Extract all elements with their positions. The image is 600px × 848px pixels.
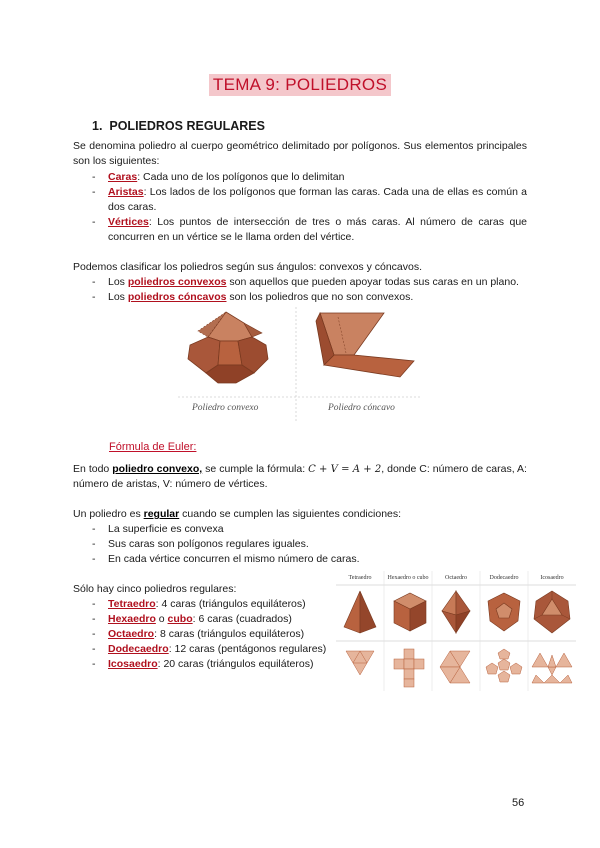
page-title: TEMA 9: POLIEDROS [209, 74, 391, 96]
list-item-aristas: - Aristas: Los lados de los polígonos que forman las caras. Cada una de ellas es común a dos caras. [92, 186, 527, 213]
term-concavos: poliedros cóncavos [127, 291, 227, 303]
section-heading: 1. POLIEDROS REGULARES [92, 119, 265, 133]
list-item-caras: - Caras: Cada uno de los polígonos que lo delimitan [92, 171, 345, 183]
convex-polyhedron-icon [188, 312, 268, 383]
tetrahedron-icon [344, 591, 376, 633]
list-item-vertices: - Vértices: Los puntos de intersección de tres o más caras. Al número de caras que concurren en un vértice se le llama orden del vértice. [92, 216, 527, 243]
euler-formula: C + V = A + 2 [308, 464, 382, 475]
cube-icon [394, 593, 426, 631]
table-header: Hexaedro o cubo [387, 575, 429, 581]
solid-item-icosaedro: - Icosaedro: 20 caras (triángulos equiláteros) [92, 658, 314, 670]
euler-label: Fórmula de Euler: [109, 441, 197, 453]
term-aristas: Aristas [108, 186, 144, 198]
regular-solids-table [336, 571, 576, 691]
euler-paragraph: En todo poliedro convexo, se cumple la fórmula: C + V = A + 2, donde C: número de caras, A: número de aristas, V: número de vértices. [73, 463, 527, 490]
caption-convex: Poliedro convexo [192, 403, 259, 413]
term-convexos: poliedros convexos [127, 276, 227, 288]
regular-paragraph: Un poliedro es regular cuando se cumplen las siguientes condiciones: [73, 508, 402, 520]
condition-item: - La superficie es convexa [92, 523, 224, 535]
polyhedra-figure [178, 307, 422, 423]
regular-solids-illustration [336, 571, 576, 691]
condition-item: - Sus caras son polígonos regulares iguales. [92, 538, 309, 550]
cube-net-icon [394, 649, 424, 687]
solid-item-octaedro: - Octaedro: 8 caras (triángulos equiláteros) [92, 628, 305, 640]
octahedron-net-icon [440, 651, 470, 683]
solid-item-dodecaedro: - Dodecaedro: 12 caras (pentágonos regulares) [92, 643, 327, 655]
condition-item: - En cada vértice concurren el mismo número de caras. [92, 553, 360, 565]
list-item-concavos: - Los poliedros cóncavos son los poliedros que no son convexos. [92, 291, 414, 303]
tetrahedron-net-icon [346, 651, 374, 675]
caption-concave: Poliedro cóncavo [328, 403, 395, 413]
table-header: Tetraedro [348, 575, 372, 581]
classify-paragraph: Podemos clasificar los poliedros según sus ángulos: convexos y cóncavos. [73, 261, 423, 273]
table-header: Icosaedro [540, 575, 564, 581]
page-number: 56 [512, 797, 525, 809]
dodecahedron-net-icon [486, 649, 522, 682]
icosahedron-net-icon [532, 653, 572, 683]
term-vertices: Vértices [108, 216, 149, 228]
list-item-convexos: - Los poliedros convexos son aquellos que pueden apoyar todas sus caras en un plano. [92, 276, 519, 288]
five-intro: Sólo hay cinco poliedros regulares: [73, 583, 237, 595]
intro-paragraph: Se denomina poliedro al cuerpo geométrico delimitado por polígonos. Sus elementos principales son los siguientes: [73, 140, 527, 167]
term-caras: Caras [108, 171, 138, 183]
solid-item-tetraedro: - Tetraedro: 4 caras (triángulos equiláteros) [92, 598, 306, 610]
solid-item-hexaedro: - Hexaedro o cubo: 6 caras (cuadrados) [92, 613, 292, 625]
term-regular: regular [143, 508, 180, 520]
table-header: Dodecaedro [489, 575, 519, 581]
term-poliedro-convexo: poliedro convexo, [112, 463, 203, 475]
dodecahedron-icon [488, 593, 520, 631]
table-header: Octaedro [445, 575, 467, 581]
octahedron-icon [442, 591, 470, 633]
icosahedron-icon [534, 591, 570, 633]
concave-polyhedron-icon [316, 313, 414, 377]
